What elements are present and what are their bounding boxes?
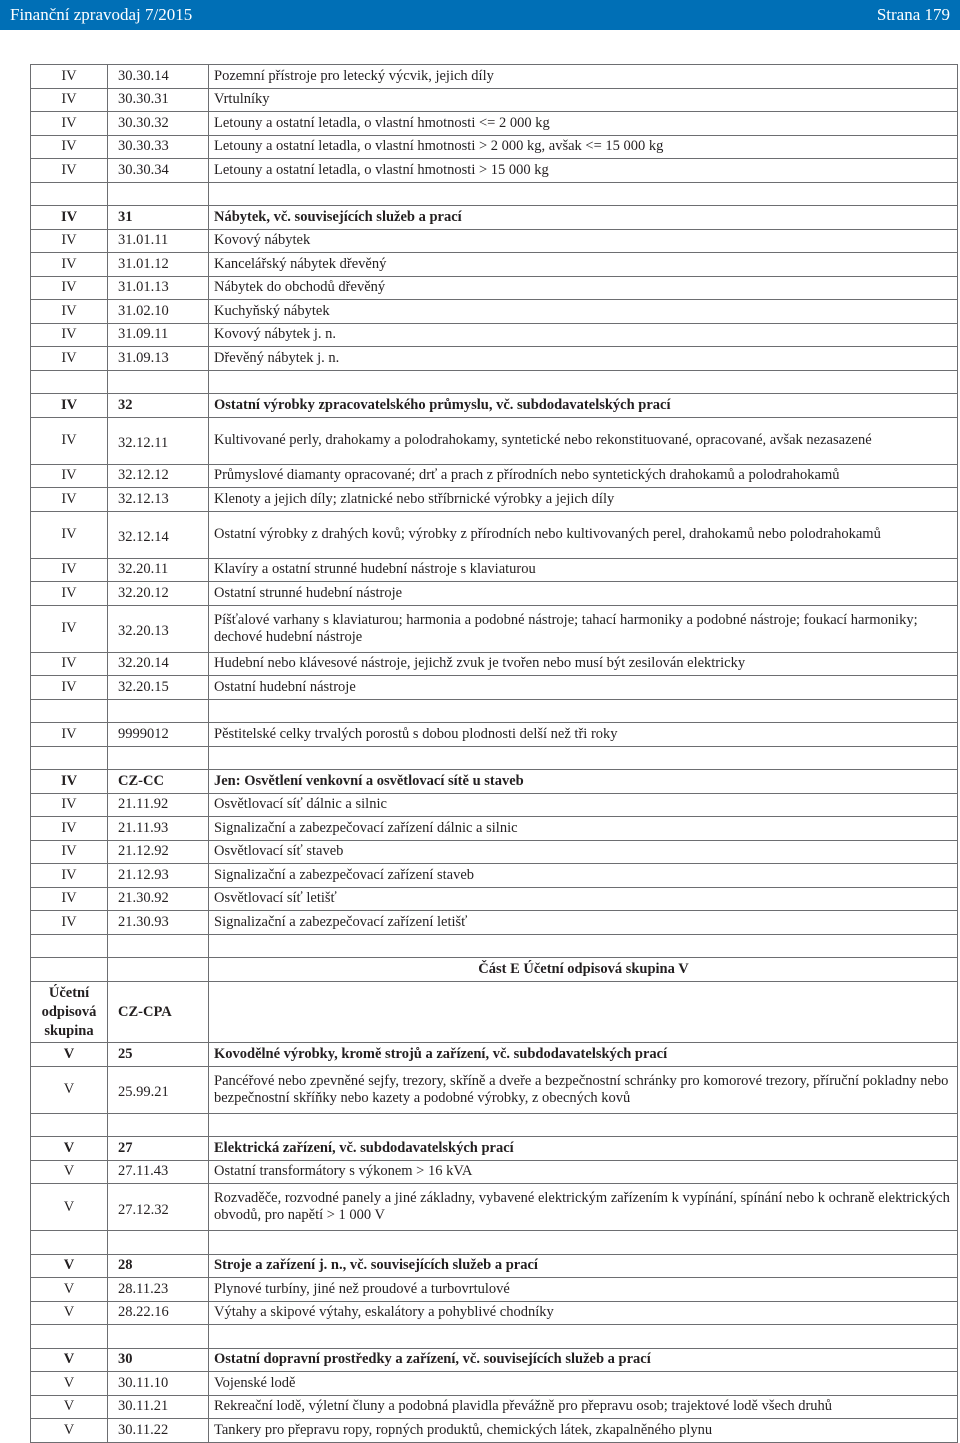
table-row [31, 817, 958, 841]
table-spacer-row [31, 1231, 958, 1255]
group-cell: V [31, 1301, 108, 1325]
empty-cell [108, 370, 209, 394]
description-cell: Kultivované perly, drahokamy a polodrahokamy, syntetické nebo rekonstituované, opracované, avšak nezasazené [209, 417, 958, 464]
table-spacer-row [31, 934, 958, 958]
description-cell: Osvětlovací síť dálnic a silnic [209, 793, 958, 817]
group-cell: IV [31, 887, 108, 911]
table-row [31, 159, 958, 183]
description-cell: Tankery pro přepravu ropy, ropných produktů, chemických látek, zkapalněného plynu [209, 1419, 958, 1443]
code-cell: 31 [108, 206, 209, 230]
description-cell: Letouny a ostatní letadla, o vlastní hmotnosti <= 2 000 kg [209, 112, 958, 136]
empty-cell [108, 182, 209, 206]
code-cell: 9999012 [108, 723, 209, 747]
group-cell: IV [31, 864, 108, 888]
description-cell: Signalizační a zabezpečovací zařízení dálnic a silnic [209, 817, 958, 841]
table-row [31, 652, 958, 676]
page-header [0, 0, 960, 30]
table-row [31, 1348, 958, 1372]
table-row [31, 770, 958, 794]
code-cell: 32.20.12 [108, 582, 209, 606]
page-number: Strana 179 [876, 5, 950, 24]
group-cell: IV [31, 276, 108, 300]
group-cell: IV [31, 817, 108, 841]
group-cell: V [31, 1043, 108, 1067]
table-row [31, 1301, 958, 1325]
code-cell: 32 [108, 394, 209, 418]
table-row [31, 1043, 958, 1067]
column-header-description [209, 982, 958, 1043]
code-cell: 21.30.93 [108, 911, 209, 935]
empty-cell [108, 1325, 209, 1349]
description-cell: Ostatní výrobky zpracovatelského průmyslu, vč. subdodavatelských prací [209, 394, 958, 418]
description-cell: Stroje a zařízení j. n., vč. souvisejících služeb a prací [209, 1254, 958, 1278]
table-row [31, 840, 958, 864]
description-cell: Letouny a ostatní letadla, o vlastní hmotnosti > 15 000 kg [209, 159, 958, 183]
description-cell: Klavíry a ostatní strunné hudební nástroje s klaviaturou [209, 558, 958, 582]
empty-cell [31, 699, 108, 723]
code-cell: 27.12.32 [108, 1184, 209, 1231]
description-cell: Pěstitelské celky trvalých porostů s dobou plodnosti delší než tři roky [209, 723, 958, 747]
table-row [31, 347, 958, 371]
description-cell: Signalizační a zabezpečovací zařízení staveb [209, 864, 958, 888]
description-cell: Průmyslové diamanty opracované; drť a prach z přírodních nebo syntetických drahokamů a polodrahokamů [209, 464, 958, 488]
table-row [31, 1395, 958, 1419]
table-row [31, 1184, 958, 1231]
code-cell: 25 [108, 1043, 209, 1067]
code-cell: 21.11.92 [108, 793, 209, 817]
description-cell: Nábytek, vč. souvisejících služeb a prací [209, 206, 958, 230]
depreciation-table [30, 64, 958, 1443]
group-cell: V [31, 1184, 108, 1231]
empty-cell [31, 1325, 108, 1349]
group-cell: V [31, 1419, 108, 1443]
group-cell: IV [31, 558, 108, 582]
code-cell: 32.20.13 [108, 605, 209, 652]
table-row [31, 911, 958, 935]
table-row [31, 206, 958, 230]
description-cell: Rekreační lodě, výletní čluny a podobná plavidla převážně pro přepravu osob; trajektové lodě všech druhů [209, 1395, 958, 1419]
section-heading-row [31, 958, 958, 982]
empty-cell [31, 1113, 108, 1137]
table-row [31, 253, 958, 277]
table-spacer-row [31, 1113, 958, 1137]
empty-cell [209, 370, 958, 394]
table-spacer-row [31, 182, 958, 206]
table-row [31, 582, 958, 606]
code-cell: 21.12.92 [108, 840, 209, 864]
description-cell: Jen: Osvětlení venkovní a osvětlovací sítě u staveb [209, 770, 958, 794]
description-cell: Osvětlovací síť staveb [209, 840, 958, 864]
table-row [31, 723, 958, 747]
description-cell: Ostatní transformátory s výkonem > 16 kVA [209, 1160, 958, 1184]
group-cell: V [31, 1066, 108, 1113]
group-cell: IV [31, 911, 108, 935]
group-cell: IV [31, 323, 108, 347]
table-row [31, 464, 958, 488]
table-row [31, 135, 958, 159]
description-cell: Rozvaděče, rozvodné panely a jiné základny, vybavené elektrickým zařízením k vypínání, spínání nebo k ochraně elektrických obvodů, pro napětí > 1 000 V [209, 1184, 958, 1231]
description-cell: Kancelářský nábytek dřevěný [209, 253, 958, 277]
table-row [31, 394, 958, 418]
description-cell: Ostatní dopravní prostředky a zařízení, vč. souvisejících služeb a prací [209, 1348, 958, 1372]
description-cell: Vrtulníky [209, 88, 958, 112]
group-cell: IV [31, 159, 108, 183]
code-cell: 32.12.13 [108, 488, 209, 512]
empty-cell [108, 746, 209, 770]
group-cell: V [31, 1278, 108, 1302]
description-cell: Výtahy a skipové výtahy, eskalátory a pohyblivé chodníky [209, 1301, 958, 1325]
table-body [31, 65, 958, 1443]
table-row [31, 676, 958, 700]
table-row [31, 65, 958, 89]
code-cell: 28.22.16 [108, 1301, 209, 1325]
empty-cell [209, 1231, 958, 1255]
description-cell: Elektrická zařízení, vč. subdodavatelských prací [209, 1137, 958, 1161]
code-cell: 32.20.15 [108, 676, 209, 700]
code-cell: 30.30.14 [108, 65, 209, 89]
empty-cell [31, 958, 108, 982]
empty-cell [31, 370, 108, 394]
group-cell: IV [31, 605, 108, 652]
code-cell: CZ-CC [108, 770, 209, 794]
description-cell: Hudební nebo klávesové nástroje, jejichž zvuk je tvořen nebo musí být zesilován elektricky [209, 652, 958, 676]
empty-cell [209, 1113, 958, 1137]
table-row [31, 1066, 958, 1113]
group-cell: IV [31, 723, 108, 747]
empty-cell [31, 1231, 108, 1255]
group-cell: IV [31, 88, 108, 112]
group-cell: IV [31, 676, 108, 700]
empty-cell [209, 699, 958, 723]
empty-cell [31, 934, 108, 958]
table-row [31, 1372, 958, 1396]
description-cell: Vojenské lodě [209, 1372, 958, 1396]
code-cell: 32.12.14 [108, 511, 209, 558]
description-cell: Píšťalové varhany s klaviaturou; harmonia a podobné nástroje; tahací harmoniky a podobné nástroje; foukací harmoniky; dechové hudební nástroje [209, 605, 958, 652]
empty-cell [108, 1231, 209, 1255]
code-cell: 32.12.11 [108, 417, 209, 464]
code-cell: 30.30.31 [108, 88, 209, 112]
group-cell: IV [31, 840, 108, 864]
empty-cell [108, 699, 209, 723]
code-cell: 28 [108, 1254, 209, 1278]
code-cell: 21.30.92 [108, 887, 209, 911]
table-row [31, 488, 958, 512]
code-cell: 27.11.43 [108, 1160, 209, 1184]
group-cell: IV [31, 300, 108, 324]
table-row [31, 1160, 958, 1184]
table-row [31, 323, 958, 347]
description-cell: Kuchyňský nábytek [209, 300, 958, 324]
group-cell: IV [31, 488, 108, 512]
group-cell: V [31, 1348, 108, 1372]
description-cell: Ostatní strunné hudební nástroje [209, 582, 958, 606]
description-cell: Signalizační a zabezpečovací zařízení letišť [209, 911, 958, 935]
group-cell: IV [31, 253, 108, 277]
group-cell: IV [31, 417, 108, 464]
empty-cell [209, 746, 958, 770]
group-cell: IV [31, 793, 108, 817]
code-cell: 30.30.32 [108, 112, 209, 136]
group-cell: IV [31, 206, 108, 230]
group-cell: IV [31, 65, 108, 89]
column-header-code: CZ-CPA [108, 982, 209, 1043]
publication-title: Finanční zpravodaj 7/2015 [10, 5, 193, 24]
group-cell: IV [31, 511, 108, 558]
table-row [31, 112, 958, 136]
code-cell: 32.12.12 [108, 464, 209, 488]
empty-cell [209, 934, 958, 958]
description-cell: Ostatní výrobky z drahých kovů; výrobky z přírodních nebo kultivovaných perel, drahokamů nebo polodrahokamů [209, 511, 958, 558]
code-cell: 31.09.11 [108, 323, 209, 347]
group-cell: IV [31, 112, 108, 136]
description-cell: Osvětlovací síť letišť [209, 887, 958, 911]
empty-cell [108, 1113, 209, 1137]
table-row [31, 864, 958, 888]
description-cell: Letouny a ostatní letadla, o vlastní hmotnosti > 2 000 kg, avšak <= 15 000 kg [209, 135, 958, 159]
table-row [31, 511, 958, 558]
code-cell: 30.11.22 [108, 1419, 209, 1443]
group-cell: IV [31, 229, 108, 253]
table-row [31, 1278, 958, 1302]
column-header-row [31, 982, 958, 1043]
description-cell: Kovový nábytek j. n. [209, 323, 958, 347]
group-cell: V [31, 1137, 108, 1161]
code-cell: 30.11.21 [108, 1395, 209, 1419]
description-cell: Kovodělné výrobky, kromě strojů a zařízení, vč. subdodavatelských prací [209, 1043, 958, 1067]
code-cell: 30.30.33 [108, 135, 209, 159]
group-cell: IV [31, 652, 108, 676]
code-cell: 32.20.11 [108, 558, 209, 582]
table-row [31, 793, 958, 817]
code-cell: 21.11.93 [108, 817, 209, 841]
code-cell: 30.11.10 [108, 1372, 209, 1396]
table-row [31, 417, 958, 464]
group-cell: IV [31, 347, 108, 371]
empty-cell [31, 746, 108, 770]
code-cell: 25.99.21 [108, 1066, 209, 1113]
empty-cell [108, 934, 209, 958]
empty-cell [108, 958, 209, 982]
group-cell: V [31, 1160, 108, 1184]
code-cell: 32.20.14 [108, 652, 209, 676]
group-cell: IV [31, 394, 108, 418]
code-cell: 21.12.93 [108, 864, 209, 888]
table-row [31, 1254, 958, 1278]
table-spacer-row [31, 370, 958, 394]
code-cell: 28.11.23 [108, 1278, 209, 1302]
code-cell: 31.09.13 [108, 347, 209, 371]
table-row [31, 229, 958, 253]
group-cell: V [31, 1372, 108, 1396]
description-cell: Kovový nábytek [209, 229, 958, 253]
code-cell: 31.01.12 [108, 253, 209, 277]
description-cell: Plynové turbíny, jiné než proudové a turbovrtulové [209, 1278, 958, 1302]
code-cell: 30.30.34 [108, 159, 209, 183]
description-cell: Klenoty a jejich díly; zlatnické nebo stříbrnické výrobky a jejich díly [209, 488, 958, 512]
column-header-group: Účetní odpisová skupina [31, 982, 108, 1043]
group-cell: IV [31, 770, 108, 794]
table-spacer-row [31, 699, 958, 723]
table-row [31, 558, 958, 582]
description-cell: Dřevěný nábytek j. n. [209, 347, 958, 371]
group-cell: V [31, 1395, 108, 1419]
group-cell: IV [31, 582, 108, 606]
table-row [31, 300, 958, 324]
group-cell: IV [31, 464, 108, 488]
description-cell: Pozemní přístroje pro letecký výcvik, jejich díly [209, 65, 958, 89]
empty-cell [209, 182, 958, 206]
group-cell: IV [31, 135, 108, 159]
table-row [31, 88, 958, 112]
section-heading: Část E Účetní odpisová skupina V [209, 958, 958, 982]
table-row [31, 1419, 958, 1443]
code-cell: 30 [108, 1348, 209, 1372]
table-row [31, 1137, 958, 1161]
table-row [31, 605, 958, 652]
description-cell: Nábytek do obchodů dřevěný [209, 276, 958, 300]
table-spacer-row [31, 1325, 958, 1349]
empty-cell [209, 1325, 958, 1349]
description-cell: Ostatní hudební nástroje [209, 676, 958, 700]
empty-cell [31, 182, 108, 206]
table-row [31, 887, 958, 911]
group-cell: V [31, 1254, 108, 1278]
code-cell: 31.02.10 [108, 300, 209, 324]
table-row [31, 276, 958, 300]
code-cell: 27 [108, 1137, 209, 1161]
table-spacer-row [31, 746, 958, 770]
description-cell: Pancéřové nebo zpevněné sejfy, trezory, skříně a dveře a bezpečnostní schránky pro komorové trezory, příruční pokladny nebo bezpečnostní skříňky nebo kazety a podobné výrobky, z obecných kovů [209, 1066, 958, 1113]
code-cell: 31.01.11 [108, 229, 209, 253]
code-cell: 31.01.13 [108, 276, 209, 300]
